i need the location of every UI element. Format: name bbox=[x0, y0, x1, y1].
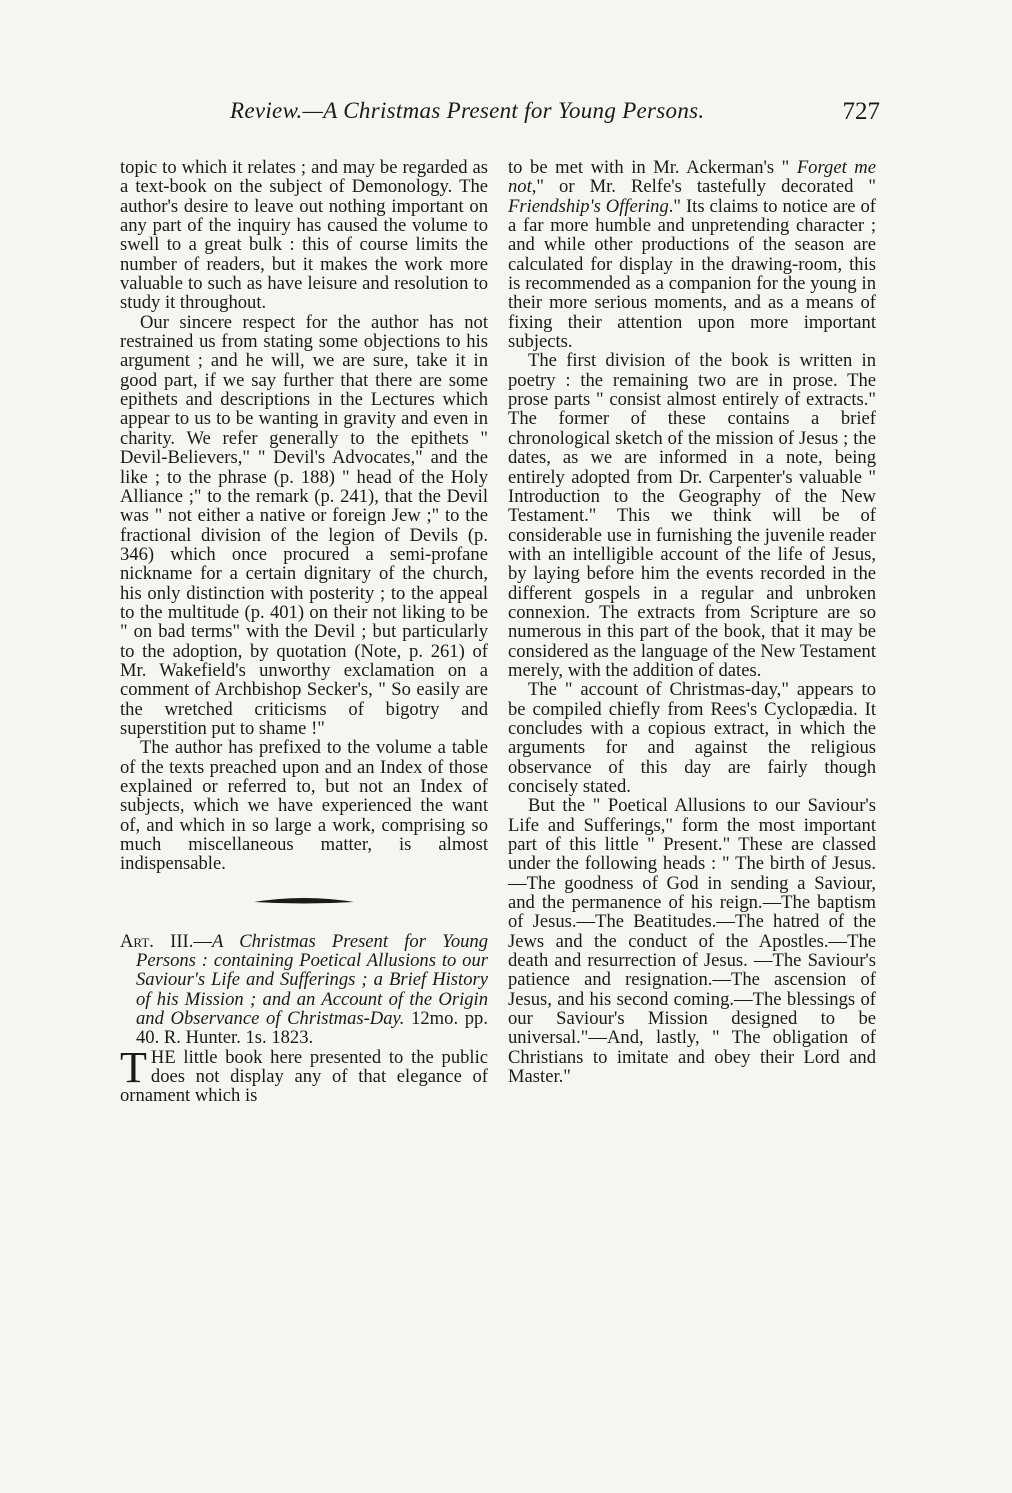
right-paragraph-3: The " account of Christmas-day," appears to be compiled chiefly from Rees's Cyclopædia. It concludes with a copious extract, in which the arguments for and against the religious observance of this day are fairly though concisely stated. bbox=[508, 679, 876, 797]
left-paragraph-4 bbox=[120, 1042, 488, 1107]
right-p1-text-b: ," or Mr. Relfe's tastefully decorated " bbox=[531, 176, 876, 198]
right-paragraph-2: The first division of the book is written in poetry : the remaining two are in prose. The prose parts " consist almost entirely of extracts." The former of these contains a brief chronological sketch of the mission of Jesus ; the dates, as we are informed in a note, being entirely adopted from Dr. Carpenter's valuable " Introduction to the Geography of the New Testament." This we think will be of considerable use in furnishing the juvenile reader with an intelligible account of the life of Jesus, by laying before him the events recorded in the different gospels in a regular and unbroken connexion. The extracts from Scripture are so numerous in this part of the book, that it may be considered as the language of the New Testament merely, with the addition of dates. bbox=[508, 350, 876, 681]
page-number: 727 bbox=[842, 98, 880, 125]
left-column bbox=[120, 158, 488, 1106]
drop-cap-rest: HE bbox=[150, 1046, 176, 1068]
article-label: Art. III.— bbox=[120, 930, 212, 952]
right-paragraph-1 bbox=[508, 158, 876, 351]
left-paragraph-1: topic to which it relates ; and may be regarded as a text-book on the subject of Demonology. The author's desire to leave out nothing important on any part of the inquiry has caused the volume to swell to a great bulk : this of course limits the number of readers, but it makes the work more valuable to such as have leisure and resolution to study it throughout. bbox=[120, 157, 488, 314]
right-p1-text-c: ." Its claims to notice are of a far more humble and unpretending character ; and while other productions of the season are calculated for display in the drawing-room, this is recommended as a companion for the young in their more serious moments, and as a means of fixing their attention upon more important subjects. bbox=[508, 195, 876, 353]
left-paragraph-2: Our sincere respect for the author has not restrained us from stating some objections to his argument ; and he will, we are sure, take it in good part, if we say further that there are some epithets and descriptions in the Lectures which appear to us to be wanting in gravity and even in charity. We refer generally to the epithets " Devil-Believers," " Devil's Advocates," and the like ; to the phrase (p. 188) " head of the Holy Alliance ;" to the remark (p. 241), that the Devil was " not either a native or foreign Jew ;" to the fractional division of the legion of Devils (p. 346) which once procured a semi-profane nickname for a certain dignitary of the church, his only distinction with posterity ; to the appeal to the multitude (p. 401) on their not liking to be " on bad terms" with the Devil ; but particularly to the adoption, by quotation (Note, p. 261) of Mr. Wakefield's unworthy exclamation on a comment of Archbishop Secker's, " So easily are the wretched criticisms of bigotry and superstition put to shame !" bbox=[120, 311, 488, 739]
running-header bbox=[230, 98, 880, 130]
article-title: A Christmas Present for Young Persons : containing Poetical Allusions to our Saviour's Life and Sufferings ; a Brief History of his Mission ; and an Account of the Origin and Observance of Christmas-Day. bbox=[136, 930, 489, 1030]
left-paragraph-3: The author has prefixed to the volume a table of the texts preached upon and an Index of those explained or referred to, but not an Index of subjects, which we have experienced the want of, and which in so large a work, comprising so much miscellaneous matter, is almost indispensable. bbox=[120, 737, 488, 875]
right-paragraph-4: But the " Poetical Allusions to our Saviour's Life and Sufferings," form the most important part of this little " Present." These are classed under the following heads : " The birth of Jesus.—The goodness of God in sending a Saviour, and the permanence of his reign.—The baptism of Jesus.—The Beatitudes.—The hatred of the Jews and the conduct of the Apostles.—The death and resurrection of Jesus. —The Saviour's patience and resignation.—The ascension of Jesus, and his second coming.—The blessings of our Saviour's Mission designed to be universal."—And, lastly, " The obligation of Christians to imitate and obey their Lord and Master." bbox=[508, 795, 876, 1088]
drop-cap: T bbox=[120, 1042, 147, 1092]
article-heading bbox=[120, 932, 488, 1048]
section-divider-ornament bbox=[254, 896, 354, 906]
friendships-offering-title: Friendship's Offering bbox=[508, 195, 669, 217]
running-title: Review.—A Christmas Present for Young Persons. bbox=[230, 98, 705, 123]
article-details: 12mo. pp. 40. R. Hunter. 1s. 1823. bbox=[136, 1008, 489, 1049]
right-p1-text-a: to be met with in Mr. Ackerman's " bbox=[508, 157, 797, 178]
forget-me-not-title: Forget me not bbox=[508, 157, 876, 198]
left-paragraph-4-text: little book here presented to the public does not display any of that elegance of ornament which is bbox=[120, 1046, 488, 1107]
right-column bbox=[508, 158, 876, 1087]
